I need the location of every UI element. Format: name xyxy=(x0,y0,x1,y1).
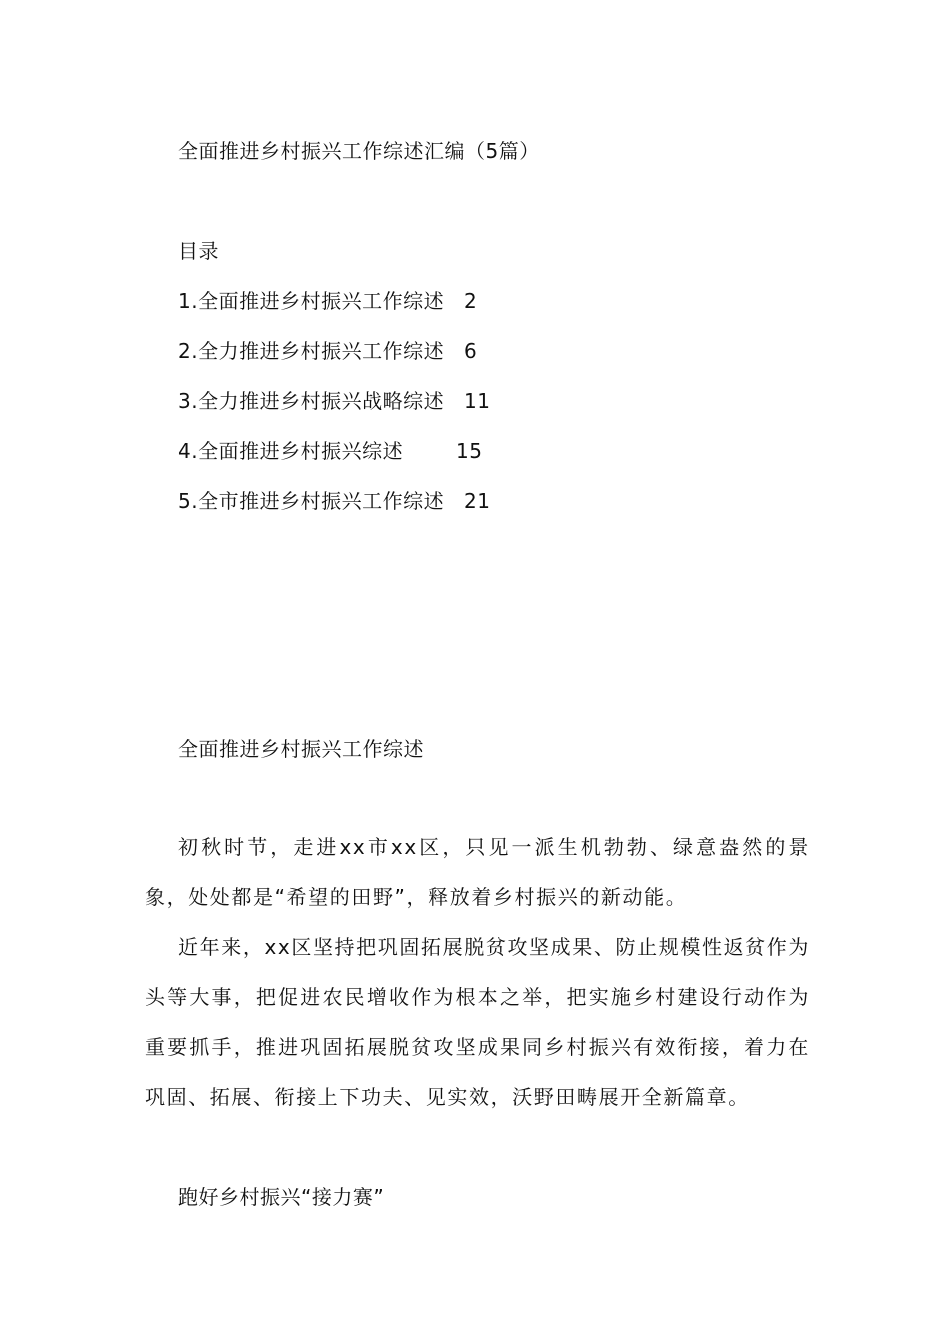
toc-item[interactable] xyxy=(178,288,477,314)
sub-heading: 跑好乡村振兴“接力赛” xyxy=(178,1185,385,1209)
toc-item-label: 3.全力推进乡村振兴战略综述 xyxy=(178,389,445,413)
toc-item-page: 21 xyxy=(464,489,491,513)
toc-item[interactable] xyxy=(178,338,477,364)
section-title: 全面推进乡村振兴工作综述 xyxy=(178,737,424,761)
toc-item[interactable] xyxy=(178,488,490,514)
toc-item-label: 4.全面推进乡村振兴综述 xyxy=(178,439,404,463)
toc-item[interactable] xyxy=(178,388,490,414)
toc-heading: 目录 xyxy=(178,239,219,263)
toc-item-page: 15 xyxy=(456,439,483,463)
toc-item-label: 2.全力推进乡村振兴工作综述 xyxy=(178,339,445,363)
body-paragraph: 初秋时节，走进xx市xx区，只见一派生机勃勃、绿意盎然的景象，处处都是“希望的田野”，释放着乡村振兴的新动能。 xyxy=(145,835,810,909)
body-paragraph: 近年来，xx区坚持把巩固拓展脱贫攻坚成果、防止规模性返贫作为头等大事，把促进农民增收作为根本之举，把实施乡村建设行动作为重要抓手，推进巩固拓展脱贫攻坚成果同乡村振兴有效衔接，着力在巩固、拓展、衔接上下功夫、见实效，沃野田畴展开全新篇章。 xyxy=(145,935,810,1109)
toc-item-page: 11 xyxy=(464,389,491,413)
toc-item-label: 5.全市推进乡村振兴工作综述 xyxy=(178,489,445,513)
toc-item-page: 6 xyxy=(464,339,478,363)
toc-item[interactable] xyxy=(178,438,482,464)
toc-item-page: 2 xyxy=(464,289,478,313)
document-title: 全面推进乡村振兴工作综述汇编（5篇） xyxy=(178,139,540,163)
toc-item-label: 1.全面推进乡村振兴工作综述 xyxy=(178,289,445,313)
